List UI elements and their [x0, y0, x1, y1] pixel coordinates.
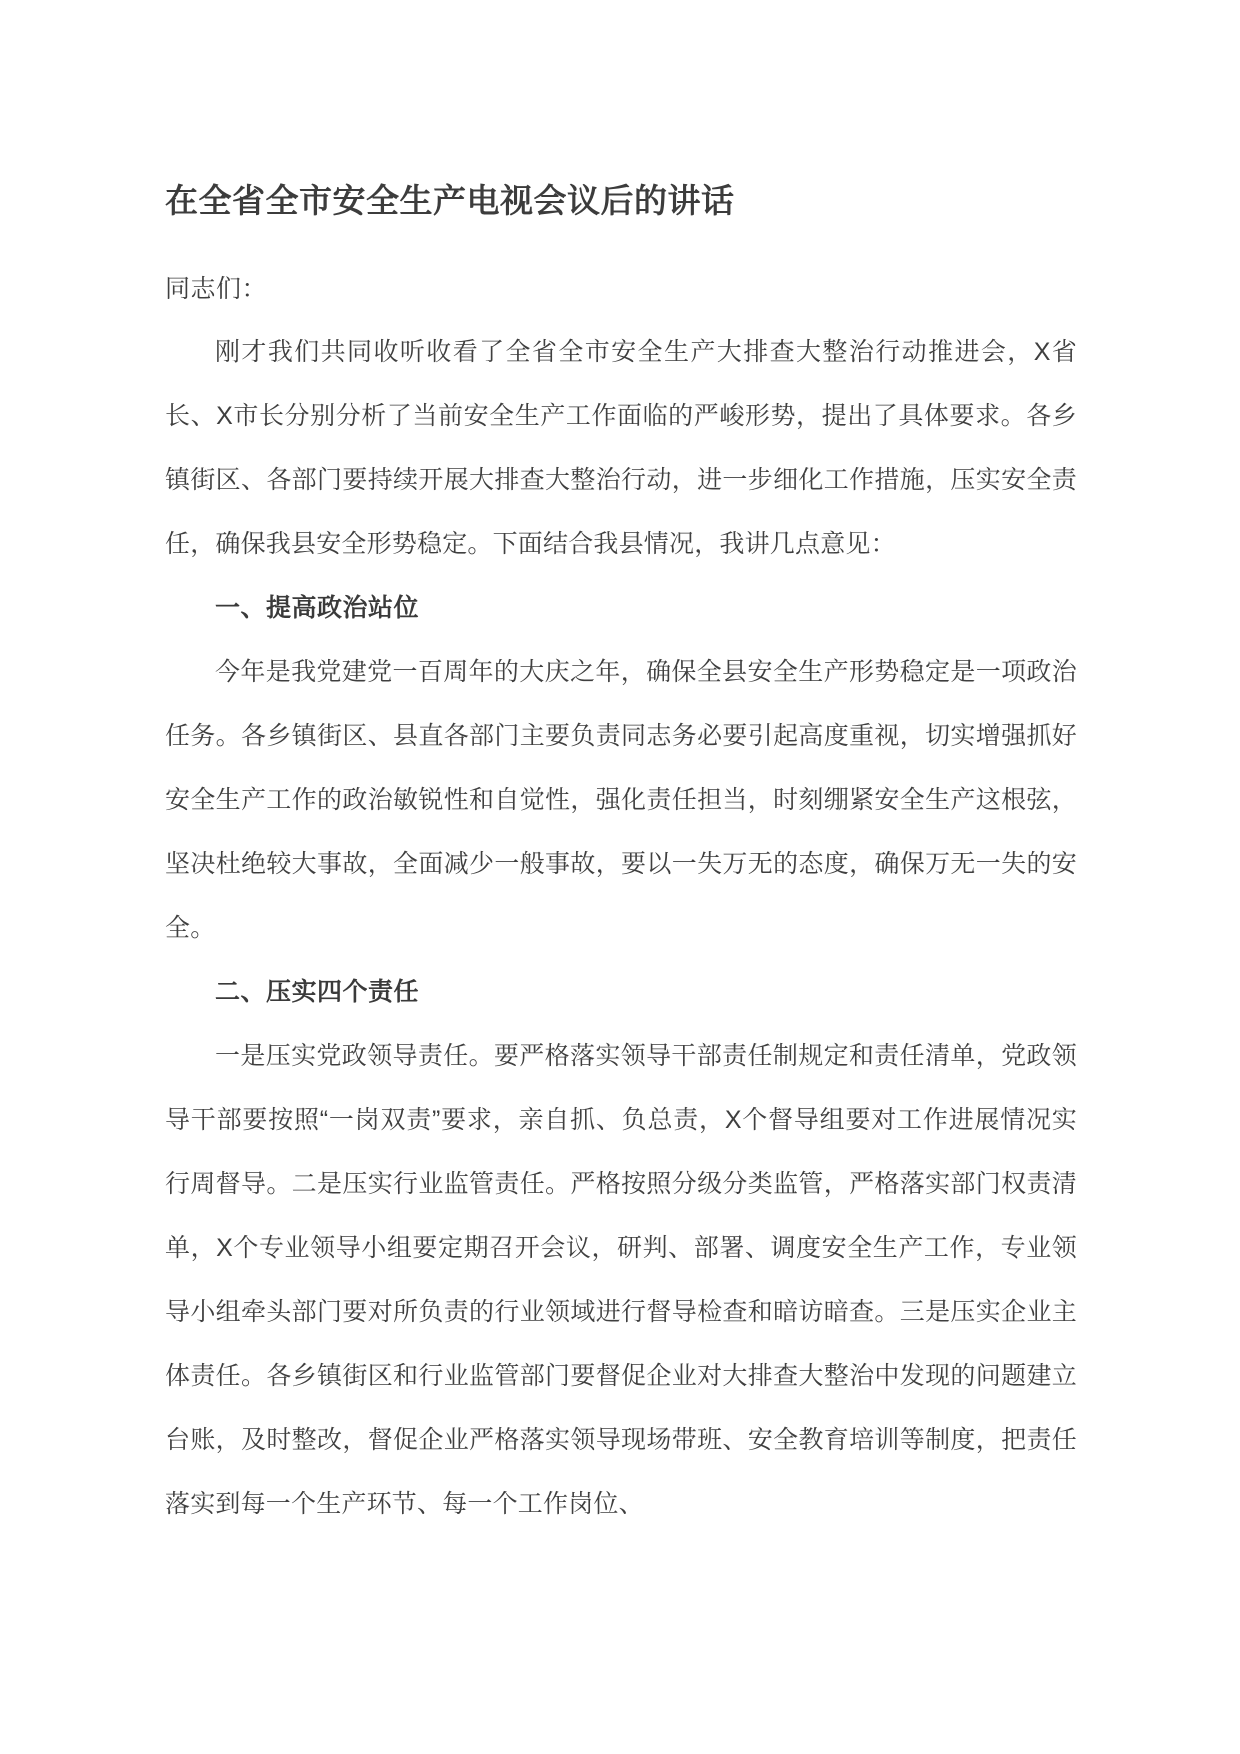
page-title: 在全省全市安全生产电视会议后的讲话	[165, 182, 735, 219]
salutation-line: 同志们：	[165, 275, 268, 303]
section-heading-two: 二、压实四个责任	[215, 978, 420, 1006]
paragraph-section-two-body: 一是压实党政领导责任。要严格落实领导干部责任制规定和责任清单，党政领导干部要按照“一岗双责”要求，亲自抓、负总责，X个督导组要对工作进展情况实行周督导。二是压实行业监管责任。严格按照分级分类监管，严格落实部门权责清单，X个专业领导小组要定期召开会议，研判、部署、调度安全生产工作，专业领导小组牵头部门要对所负责的行业领域进行督导检查和暗访暗查。三是压实企业主体责任。各乡镇街区和行业监管部门要督促企业对大排查大整治中发现的问题建立台账，及时整改，督促企业严格落实领导现场带班、安全教育培训等制度，把责任落实到每一个生产环节、每一个工作岗位、	[165, 1042, 1077, 1518]
paragraph-intro: 刚才我们共同收听收看了全省全市安全生产大排查大整治行动推进会，X省长、X市长分别分析了当前安全生产工作面临的严峻形势，提出了具体要求。各乡镇街区、各部门要持续开展大排查大整治行动，进一步细化工作措施，压实安全责任，确保我县安全形势稳定。下面结合我县情况，我讲几点意见：	[165, 338, 1077, 558]
document-body	[165, 170, 1077, 1536]
section-heading-one: 一、提高政治站位	[215, 594, 420, 622]
paragraph-section-one-body: 今年是我党建党一百周年的大庆之年，确保全县安全生产形势稳定是一项政治任务。各乡镇街区、县直各部门主要负责同志务必要引起高度重视，切实增强抓好安全生产工作的政治敏锐性和自觉性，强化责任担当，时刻绷紧安全生产这根弦，坚决杜绝较大事故，全面减少一般事故，要以一失万无的态度，确保万无一失的安全。	[165, 658, 1077, 942]
